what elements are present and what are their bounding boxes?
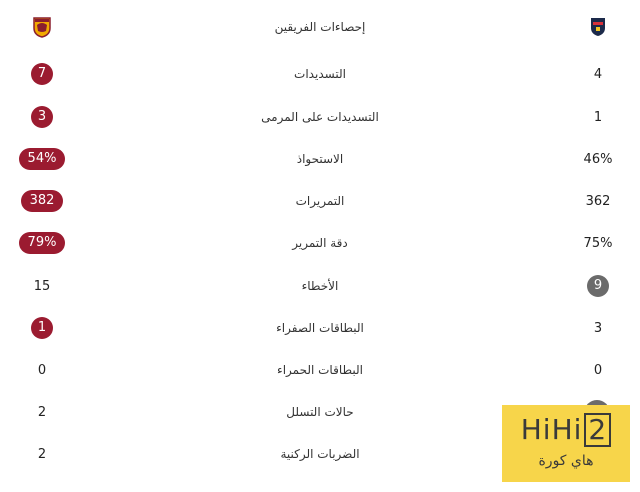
home-stat-value: 2 bbox=[37, 446, 47, 462]
stat-row-possession bbox=[0, 138, 640, 180]
stat-label: حالات التسلل bbox=[286, 405, 354, 419]
away-stat-value: 46% bbox=[583, 151, 613, 167]
roma-crest-icon bbox=[32, 16, 52, 38]
stat-label: الأخطاء bbox=[301, 279, 339, 293]
away-stat-value: 4 bbox=[593, 66, 603, 82]
stat-label: التمريرات bbox=[295, 194, 345, 208]
stat-row-yellow-cards bbox=[0, 307, 640, 349]
stat-label: التسديدات على المرمى bbox=[261, 110, 379, 124]
stats-title: إحصاءات الفريقين bbox=[274, 20, 366, 34]
stat-label: الضربات الركنية bbox=[280, 447, 360, 461]
stat-row-shots-on-target bbox=[0, 96, 640, 138]
home-stat-value: 1 bbox=[31, 317, 53, 339]
stat-row-shots bbox=[0, 53, 640, 95]
stat-row-fouls bbox=[0, 265, 640, 307]
stat-label: التسديدات bbox=[294, 67, 346, 81]
home-stat-value: 7 bbox=[31, 63, 53, 85]
watermark-brand-box: 2 bbox=[584, 413, 611, 447]
stat-row-red-cards bbox=[0, 349, 640, 391]
lecce-crest-icon bbox=[590, 17, 606, 37]
stat-row-passes bbox=[0, 180, 640, 222]
watermark-subtitle: هاي كورة bbox=[538, 453, 594, 469]
away-stat-value: 0 bbox=[593, 362, 603, 378]
home-stat-value: 79% bbox=[19, 232, 66, 254]
stat-row-pass-accuracy bbox=[0, 222, 640, 264]
watermark-logo bbox=[502, 405, 630, 482]
home-stat-value: 15 bbox=[33, 278, 51, 294]
home-stat-value: 0 bbox=[37, 362, 47, 378]
stat-label: الاستحواذ bbox=[296, 152, 344, 166]
home-stat-value: 382 bbox=[21, 190, 64, 212]
away-stat-value: 9 bbox=[587, 275, 609, 297]
away-stat-value: 1 bbox=[593, 109, 603, 125]
home-stat-value: 54% bbox=[19, 148, 66, 170]
stats-header bbox=[0, 6, 640, 48]
away-stat-value: 3 bbox=[593, 320, 603, 336]
stat-label: البطاقات الحمراء bbox=[277, 363, 363, 377]
home-stat-value: 2 bbox=[37, 404, 47, 420]
home-stat-value: 3 bbox=[31, 106, 53, 128]
home-team-logo bbox=[0, 6, 84, 48]
away-stat-value: 75% bbox=[583, 235, 613, 251]
away-stat-value: 362 bbox=[585, 193, 611, 209]
watermark-brand bbox=[502, 413, 630, 447]
stat-label: دقة التمرير bbox=[292, 236, 348, 250]
stat-label: البطاقات الصفراء bbox=[276, 321, 364, 335]
away-team-logo bbox=[556, 6, 640, 48]
watermark-brand-prefix: HiHi bbox=[520, 413, 583, 446]
